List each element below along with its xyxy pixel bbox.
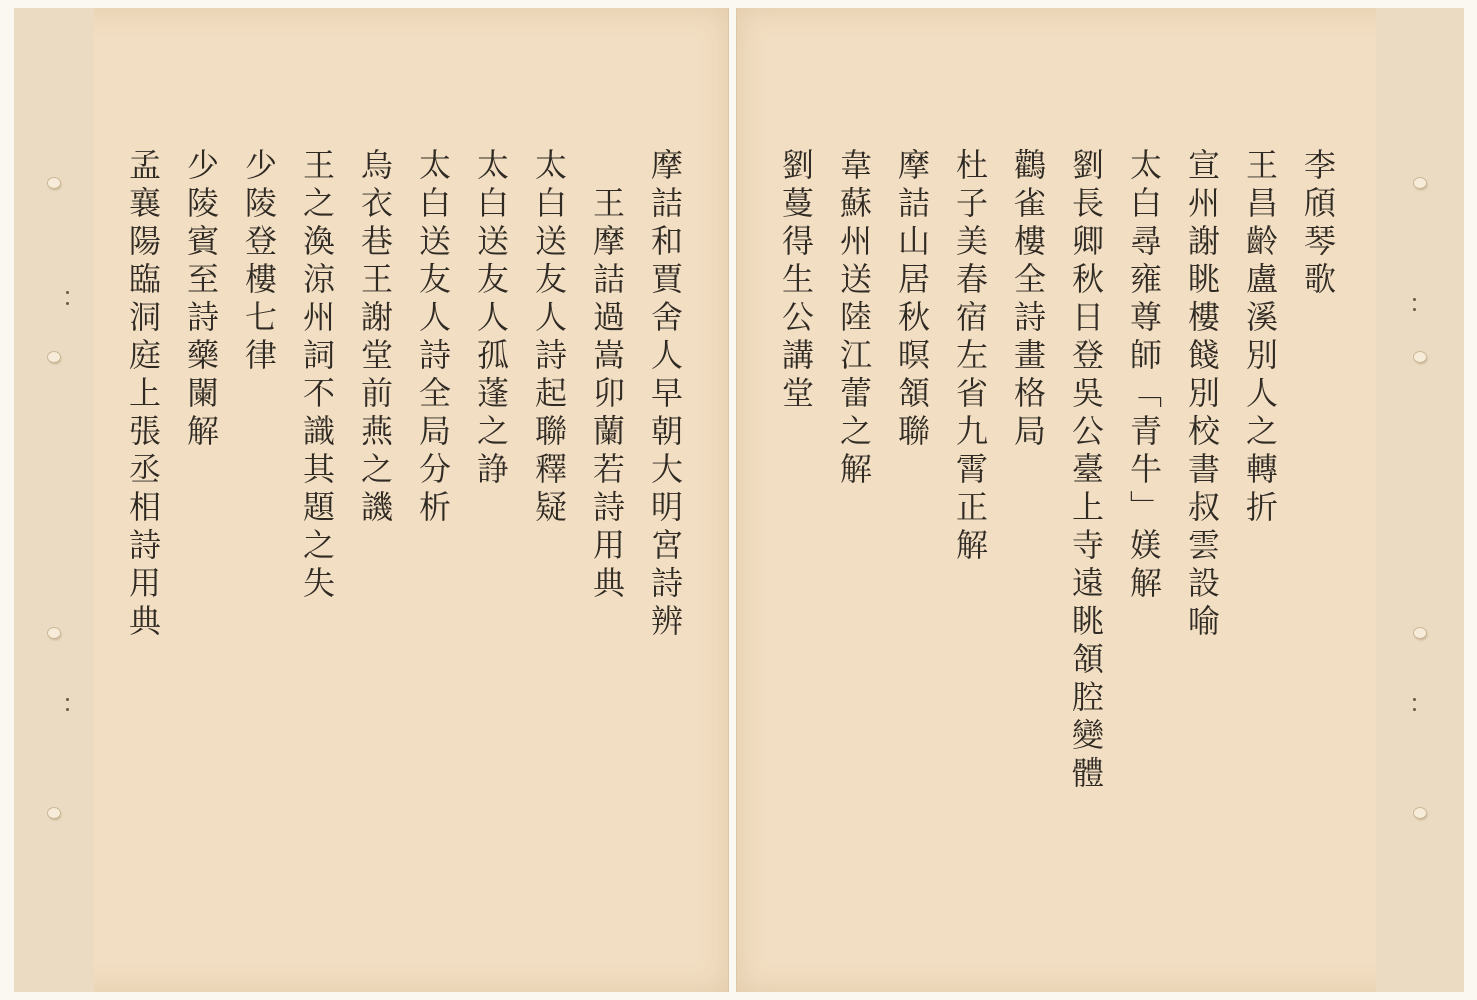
binding-hole <box>1414 352 1426 362</box>
left-page-column-10: 孟襄陽臨洞庭上張丞相詩用典 <box>124 148 162 642</box>
binding-mark <box>66 698 69 701</box>
left-page-column-4: 太白送友人孤蓬之諍 <box>472 148 510 490</box>
left-page-column-5: 太白送友人詩全局分析 <box>414 148 452 528</box>
right-page-column-5: 劉長卿秋日登吳公臺上寺遠眺頷腔變體 <box>1067 148 1105 794</box>
right-page-column-7: 杜子美春宿左省九霄正解 <box>951 148 989 566</box>
binding-hole <box>1414 178 1426 188</box>
left-page-column-8: 少陵登樓七律 <box>240 148 278 376</box>
binding-hole <box>48 178 60 188</box>
right-page-column-10: 劉蔓得生公講堂 <box>777 148 815 414</box>
binding-mark <box>1413 708 1416 711</box>
right-page <box>736 8 1464 992</box>
left-page <box>14 8 729 992</box>
binding-hole <box>1414 628 1426 638</box>
left-page-column-6: 烏衣巷王謝堂前燕之譏 <box>356 148 394 528</box>
left-binding-margin <box>14 8 94 992</box>
left-page-column-2: 王摩詰過嵩卯蘭若詩用典 <box>588 186 626 604</box>
binding-hole <box>1414 808 1426 818</box>
right-page-column-9: 韋蘇州送陸江蕾之解 <box>835 148 873 490</box>
binding-mark <box>66 708 69 711</box>
binding-mark <box>1413 698 1416 701</box>
right-page-column-6: 鸛雀樓全詩畫格局 <box>1009 148 1047 452</box>
left-page-column-1: 摩詰和賈舍人早朝大明宮詩辨 <box>646 148 684 642</box>
binding-hole <box>48 628 60 638</box>
binding-mark <box>1413 298 1416 301</box>
right-page-column-8: 摩詰山居秋暝頷聯 <box>893 148 931 452</box>
binding-hole <box>48 352 60 362</box>
left-page-column-9: 少陵賓至詩藥闌解 <box>182 148 220 452</box>
binding-mark <box>66 291 69 294</box>
right-page-column-2: 王昌齡盧溪別人之轉折 <box>1241 148 1279 528</box>
left-page-column-3: 太白送友人詩起聯釋疑 <box>530 148 568 528</box>
right-binding-margin <box>1376 8 1464 992</box>
right-page-column-3: 宣州謝眺樓餞別校書叔雲設喻 <box>1183 148 1221 642</box>
left-page-column-7: 王之渙涼州詞不識其題之失 <box>298 148 336 604</box>
right-page-column-1: 李頎琴歌 <box>1299 148 1337 300</box>
binding-mark <box>1413 308 1416 311</box>
binding-hole <box>48 808 60 818</box>
right-page-column-4: 太白尋雍尊師「青牛」媄解 <box>1125 148 1163 604</box>
binding-mark <box>66 302 69 305</box>
